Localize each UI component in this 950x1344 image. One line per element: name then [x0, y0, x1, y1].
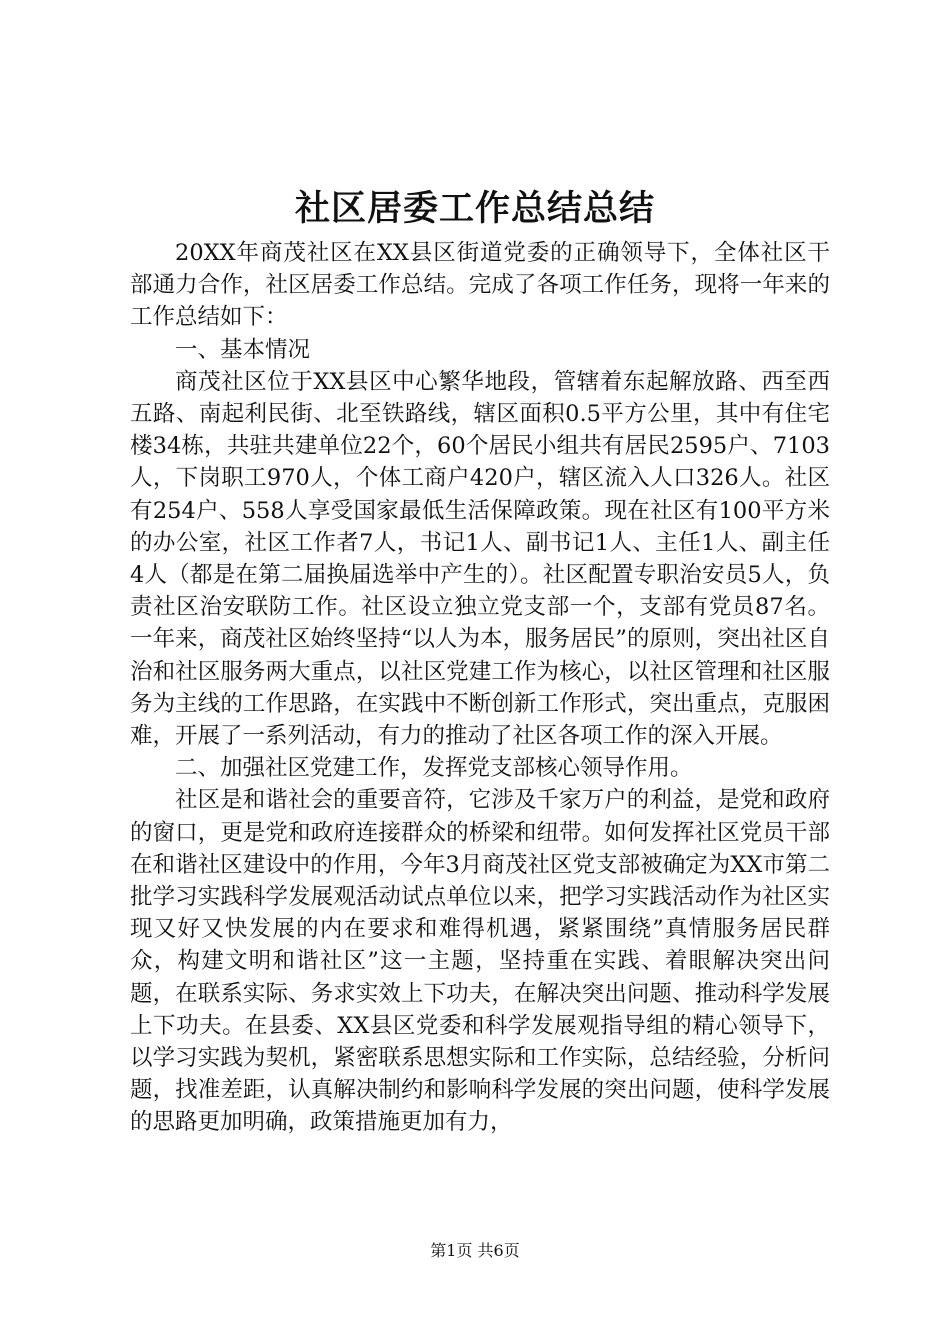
- page-number-footer: 第1页 共6页: [430, 1241, 520, 1260]
- document-body: [130, 237, 830, 1139]
- section-heading-basic-situation: 一、基本情况: [175, 336, 311, 363]
- paragraph-basic-situation: 商茂社区位于XX县区中心繁华地段，管辖着东起解放路、西至西五路、南起利民街、北至铁路线，辖区面积0.5平方公里，其中有住宅楼34栋，共驻共建单位22个，60个居民小组共有居民2595户、7103人，下岗职工970人，个体工商户420户，辖区流入人口326人。社区有254户、558人享受国家最低生活保障政策。现在社区有100平方米的办公室，社区工作者7人，书记1人、副书记1人、主任1人、副主任4人（都是在第二届换届选举中产生的）。社区配置专职治安员5人，负责社区治安联防工作。社区设立独立党支部一个，支部有党员87名。一年来，商茂社区始终坚持“以人为本，服务居民”的原则，突出社区自治和社区服务两大重点，以社区党建工作为核心，以社区管理和社区服务为主线的工作思路，在实践中不断创新工作形式，突出重点，克服困难，开展了一系列活动，有力的推动了社区各项工作的深入开展。: [130, 368, 830, 750]
- paragraph-party-building: 社区是和谐社会的重要音符，它涉及千家万户的利益，是党和政府的窗口，更是党和政府连接群众的桥梁和纽带。如何发挥社区党员干部在和谐社区建设中的作用，今年3月商茂社区党支部被确定为XX市第二批学习实践科学发展观活动试点单位以来，把学习实践活动作为社区实现又好又快发展的内在要求和难得机遇，紧紧围绕”真情服务居民群众，构建文明和谐社区”这一主题，坚持重在实践、着眼解决突出问题，在联系实际、务求实效上下功夫，在解决突出问题、推动科学发展上下功夫。在县委、XX县区党委和科学发展观指导组的精心领导下，以学习实践为契机，紧密联系思想实际和工作实际，总结经验，分析问题，找准差距，认真解决制约和影响科学发展的突出问题，使科学发展的思路更加明确，政策措施更加有力，: [130, 787, 830, 1136]
- section-heading-party-building: 二、加强社区党建工作，发挥党支部核心领导作用。: [175, 755, 693, 782]
- document-title: 社区居委工作总结总结: [294, 188, 655, 229]
- paragraph-intro: 20XX年商茂社区在XX县区街道党委的正确领导下，全体社区干部通力合作，社区居委工作总结。完成了各项工作任务，现将一年来的工作总结如下：: [130, 240, 830, 331]
